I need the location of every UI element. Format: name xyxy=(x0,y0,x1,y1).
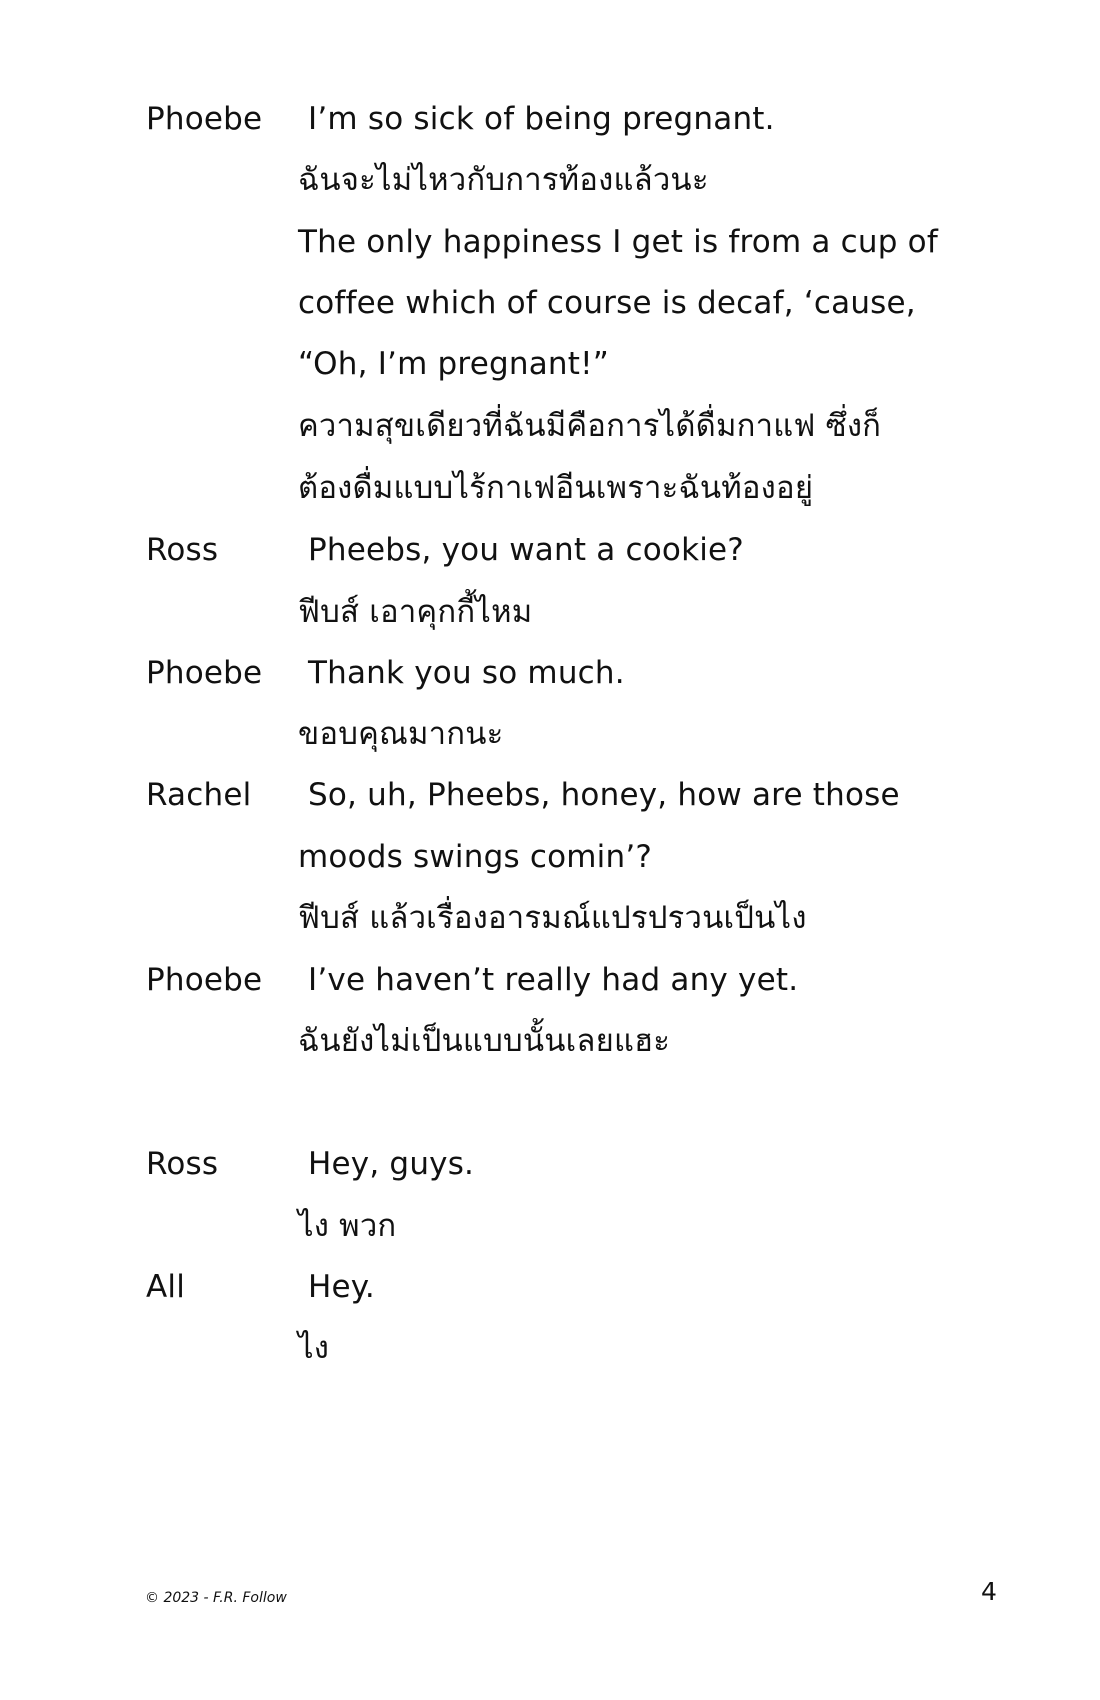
speaker-name: Ross xyxy=(146,1146,219,1182)
thai-translation: ฉันยังไม่เป็นแบบนั้นเลยแฮะ xyxy=(298,1023,671,1059)
dialogue-line: Pheebs, you want a cookie? xyxy=(308,532,744,568)
speaker-name: All xyxy=(146,1269,186,1305)
dialogue-continuation: moods swings comin’? xyxy=(298,839,653,875)
speaker-name: Phoebe xyxy=(146,101,263,137)
dialogue-line: I’ve haven’t really had any yet. xyxy=(308,962,799,998)
copyright-notice: © 2023 - F.R. Follow xyxy=(145,1590,287,1606)
dialogue-line: Hey, guys. xyxy=(308,1146,475,1182)
thai-translation: ความสุขเดียวที่ฉันมีคือการได้ดื่มกาแฟ ซึ่งก็ xyxy=(298,408,882,444)
thai-translation: ต้องดื่มแบบไร้กาเฟอีนเพราะฉันท้องอยู่ xyxy=(298,470,814,506)
dialogue-continuation: The only happiness I get is from a cup of xyxy=(298,224,938,260)
dialogue-line: I’m so sick of being pregnant. xyxy=(308,101,775,137)
thai-translation: ฟีบส์ เอาคุกกี้ไหม xyxy=(298,594,533,630)
thai-translation: ไง xyxy=(298,1330,330,1366)
thai-translation: ฟีบส์ แล้วเรื่องอารมณ์แปรปรวนเป็นไง xyxy=(298,900,807,936)
dialogue-continuation: “Oh, I’m pregnant!” xyxy=(298,346,609,382)
dialogue-line: Thank you so much. xyxy=(308,655,625,691)
thai-translation: ไง พวก xyxy=(298,1208,397,1244)
dialogue-continuation: coffee which of course is decaf, ‘cause, xyxy=(298,285,916,321)
speaker-name: Rachel xyxy=(146,777,252,813)
speaker-name: Ross xyxy=(146,532,219,568)
dialogue-line: Hey. xyxy=(308,1269,375,1305)
speaker-name: Phoebe xyxy=(146,962,263,998)
speaker-name: Phoebe xyxy=(146,655,263,691)
page-number: 4 xyxy=(981,1577,997,1606)
thai-translation: ฉันจะไม่ไหวกับการท้องแล้วนะ xyxy=(298,162,709,198)
thai-translation: ขอบคุณมากนะ xyxy=(298,716,504,752)
dialogue-line: So, uh, Pheebs, honey, how are those xyxy=(308,777,900,813)
